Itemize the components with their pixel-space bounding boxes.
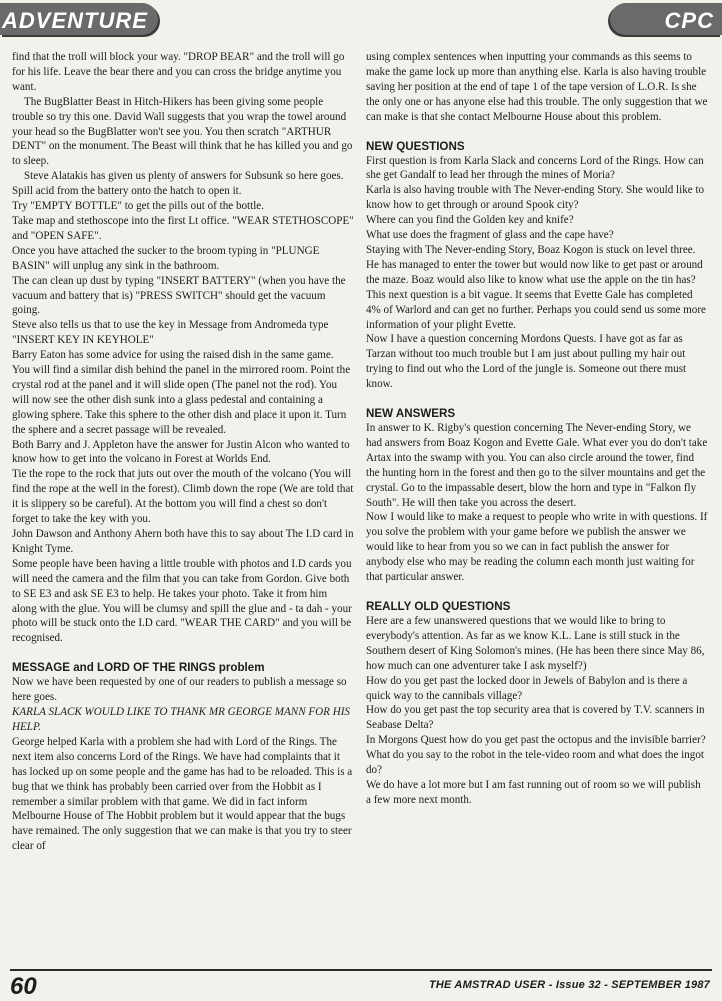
right-column — [366, 50, 708, 808]
article-paragraph: Once you have attached the sucker to the broom typing in "PLUNGE BASIN" will unplug any sink in the bathroom. — [12, 244, 320, 272]
article-paragraph: Steve Alatakis has given us plenty of answers for Subsunk so here goes. — [24, 170, 344, 183]
section-title: ADVENTURE — [2, 8, 148, 33]
article-paragraph: Now I would like to make a request to people who write in with questions. If you solve the problem with your game before we publish the answer we would like to hear from you so we can in fact publish the answer for anybody else who may be reading the column each month just waiting for that particular answer. — [366, 511, 708, 584]
article-paragraph: This next question is a bit vague. It seems that Evette Gale has completed 4% of Warlord and can get no further. Perhaps you could send us some more information of your plight Evette. — [366, 288, 706, 331]
paragraph-spacer — [366, 392, 708, 406]
paragraph-spacer — [366, 585, 708, 599]
article-paragraph: Try "EMPTY BOTTLE" to get the pills out of the bottle. — [12, 200, 264, 213]
article-paragraph: using complex sentences when inputting your commands as this seems to make the game lock up more than anything else. Karla is also having trouble saving her position at the end of tape 1 of the tape version of L.O.R. Is she the only one or has anyone else had this trouble. The only suggestion that we can make is that she contact Melbourne House about this problem. — [366, 51, 708, 123]
paragraph-spacer — [366, 125, 708, 139]
article-paragraph: Both Barry and J. Appleton have the answer for Justin Alcon who wanted to know how to get into the volcano in Forest at Worlds End. — [12, 438, 350, 466]
article-paragraph: Staying with The Never-ending Story, Boaz Kogon is stuck on level three. He has managed to enter the tower but would now like to get past or around the maze. Boaz would also like to know what use the apple on the tin has? — [366, 243, 703, 286]
platform-title: CPC — [664, 8, 714, 33]
section-tab — [0, 3, 158, 35]
article-paragraph: The can clean up dust by typing "INSERT BATTERY" (when you have the vacuum and battery that is) "PRESS SWITCH" should get the vacuum going. — [12, 274, 346, 317]
article-paragraph: In answer to K. Rigby's question concerning The Never-ending Story, we had answers from Boaz Kogon and Evette Gale. What ever you do don't take Artax into the swamp with you. You can also circle around the tower, find the hunting horn in the forest and then go to the silver mountains and get the crystal. Go to the impassable desert, blow the horn and type in "Falkon fly South". He will then take you across the desert. — [366, 422, 708, 509]
article-paragraph: Take map and stethoscope into the first Lt office. "WEAR STETHOSCOPE" and "OPEN SAFE". — [12, 214, 354, 242]
page-header — [0, 0, 722, 40]
footer-credit: THE AMSTRAD USER - Issue 32 - SEPTEMBER 1987 — [428, 979, 710, 991]
platform-tab — [610, 3, 722, 35]
article-paragraph: What use does the fragment of glass and the cape have? — [366, 229, 614, 242]
paragraph-spacer — [12, 646, 354, 660]
footer-rule — [10, 969, 712, 971]
page-footer — [0, 962, 722, 1000]
section-heading: NEW QUESTIONS — [366, 139, 465, 153]
article-paragraph: Where can you find the Golden key and knife? — [366, 214, 574, 227]
article-paragraph: Here are a few unanswered questions that we would like to bring to everybody's attention. As far as we know K.L. Lane is still stuck in the Southern desert of King Solomon's mines. (He has been there since May 86, how much can one adventurer take I ask myself?) — [366, 615, 705, 672]
article-paragraph: Now I have a question concerning Mordons Quests. I have got as far as Tarzan without too much trouble but I am just about pulling my hair out trying to find out who the Lord of the jungle is. Someone out there must know. — [366, 333, 687, 391]
article-paragraph: Karla is also having trouble with The Never-ending Story. She would like to know how to get through or around Spook city? — [366, 184, 705, 212]
article-paragraph: find that the troll will block your way. "DROP BEAR" and the troll will go for his life. Leave the bear there and you can cross the bridge anytime you want. — [12, 51, 345, 93]
article-paragraph: Spill acid from the battery onto the hatch to open it. — [12, 185, 242, 198]
article-paragraph: KARLA SLACK WOULD LIKE TO THANK MR GEORGE MANN FOR HIS HELP. — [12, 706, 350, 733]
section-heading: MESSAGE and LORD OF THE RINGS problem — [12, 661, 265, 675]
article-paragraph: How do you get past the locked door in Jewels of Babylon and is there a quick way to the cannibals village? — [366, 674, 688, 702]
article-paragraph: In Morgons Quest how do you get past the octopus and the invisible barrier? What do you say to the robot in the tele-video room and what does the ingot do? — [366, 734, 706, 777]
page-number: 60 — [10, 973, 37, 1000]
article-paragraph: Barry Eaton has some advice for using the raised dish in the same game. — [12, 349, 334, 362]
section-heading: NEW ANSWERS — [366, 407, 456, 421]
article-paragraph: Some people have been having a little trouble with photos and I.D cards you will need the camera and the film that you can take from Gordon. Give both to SE E3 and ask SE E3 to help. He takes your photo. Take it from him along with the glue. You will be clumsy and spill the glue and - ta dah - your photo will be stuck onto the I.D card. "WEAR THE CARD" and you will be recognised. — [12, 557, 352, 645]
section-heading: REALLY OLD QUESTIONS — [366, 600, 511, 613]
article-paragraph: John Dawson and Anthony Ahern both have this to say about The I.D card in Knight Tyme. — [12, 528, 354, 555]
article-paragraph: Now we have been requested by one of our readers to publish a message so here goes. — [12, 676, 347, 704]
article-paragraph: George helped Karla with a problem she had with Lord of the Rings. The next item also concerns Lord of the Rings. We have had complaints that it has locked up on some people and the game has had to be reloaded. This is a bug that we think has probably been carried over from the Hobbit as I remember a similar problem with that game. We did in fact inform Melbourne House of The Hobbit problem but it would appear that the bugs have remained. The only suggestion that we can make is that you try to steer clear of — [12, 735, 353, 853]
article-paragraph: The BugBlatter Beast in Hitch-Hikers has been giving some people trouble so try this one. David Wall suggests that you wrap the towel around your head so the BugBlatter won't see you. You then scratch "ARTHUR DENT" on the monument. The Beast will think that he has killed you and go to sleep. — [12, 95, 353, 168]
article-paragraph: We do have a lot more but I am fast running out of room so we will publish a few more next month. — [366, 778, 701, 806]
article-paragraph: First question is from Karla Slack and concerns Lord of the Rings. How can she get Gandalf to lead her through the mines of Moria? — [366, 154, 704, 182]
article-paragraph: You will find a similar dish behind the panel in the mirrored room. Point the crystal rod at the panel and it will slide open (The panel not the rod). You will now see the other dish sunk into a glass pedestal and containing a glowing sphere. Take this sphere to the other dish and place it upon it. Turn the sphere and a secret passage will be revealed. — [12, 364, 351, 436]
article-paragraph: Tie the rope to the rock that juts out over the mouth of the volcano (You will find the rope at the well in the forest). Climb down the rope (We are told that it is slippery so be careful). At the bottom you will find a chest so don't forget to take the key with you. — [12, 468, 354, 526]
article-paragraph: How do you get past the top security area that is covered by T.V. scanners in Seabase Delta? — [366, 704, 705, 732]
left-column — [12, 50, 354, 854]
article-paragraph: Steve also tells us that to use the key in Message from Andromeda type "INSERT KEY IN KEYHOLE" — [12, 319, 329, 347]
